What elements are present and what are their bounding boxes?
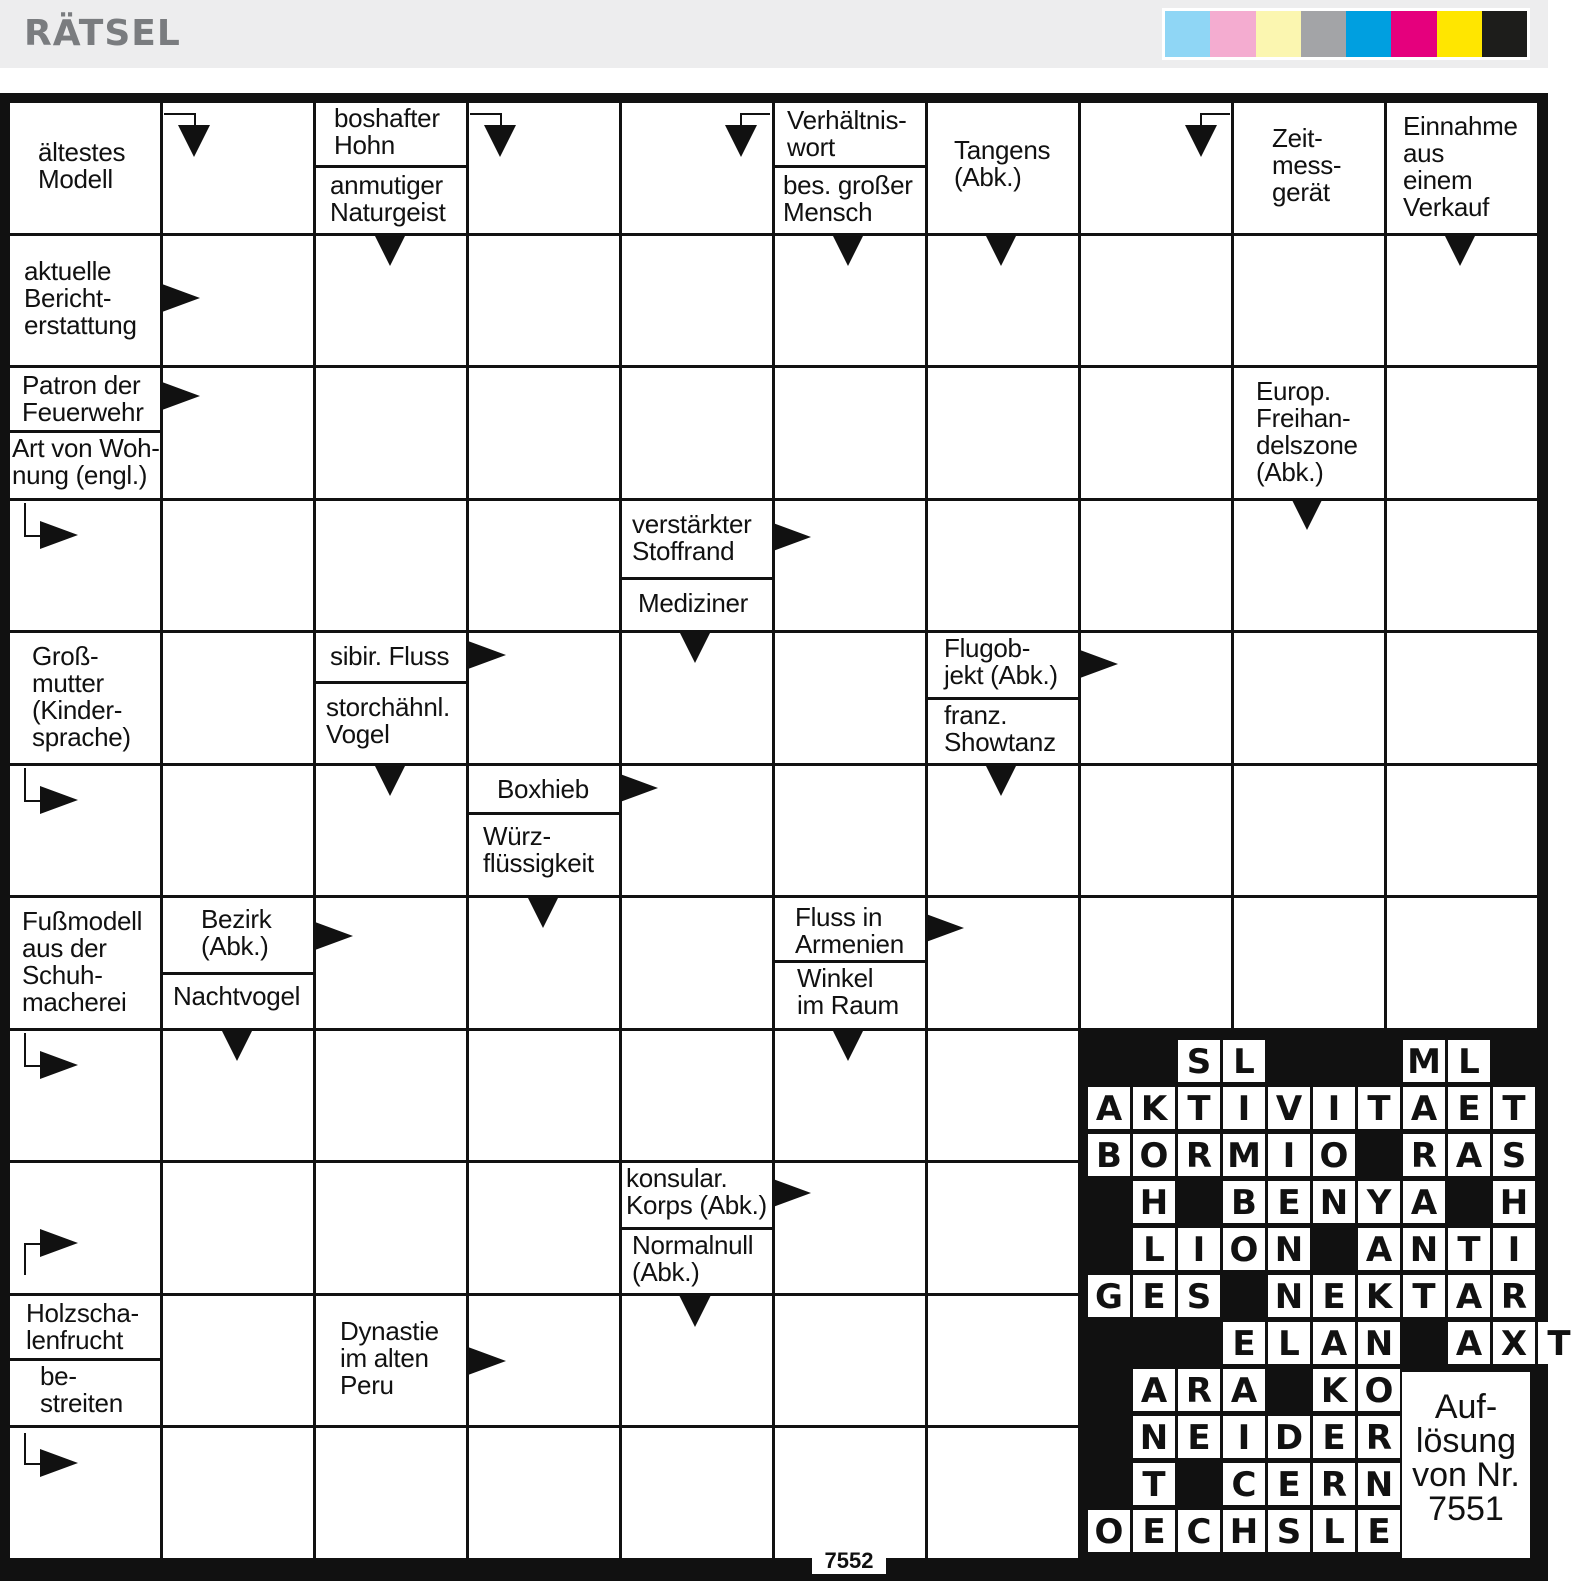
solution-letter: I [1313,1087,1355,1129]
clue-text: Winkel im Raum [797,963,899,1021]
solution-letter: K [1358,1275,1400,1317]
solution-letter: S [1268,1510,1310,1552]
grid-cell[interactable] [775,633,925,763]
color-swatch [1165,11,1210,57]
solution-letter: T [1538,1322,1580,1364]
clue-divider [10,1358,160,1361]
color-swatch [1346,11,1391,57]
arrow-right-icon [468,1347,506,1375]
grid-cell[interactable] [469,1031,619,1161]
grid-cell[interactable] [1234,236,1384,366]
solution-letter: L [1448,1040,1490,1082]
clue-text: Art von Woh- nung (engl.) [12,433,160,491]
solution-letter: O [1358,1369,1400,1411]
grid-cell[interactable] [1081,898,1231,1028]
grid-cell[interactable] [1387,368,1537,498]
arrow-down-icon [374,764,406,796]
clue-text: boshafter Hohn [334,103,440,160]
arrow-right-icon [162,284,200,312]
solution-letter: X [1493,1322,1535,1364]
color-swatch [1210,11,1255,57]
arrow-down-icon [1185,125,1217,157]
solution-letter: E [1358,1510,1400,1552]
solution-letter: I [1268,1134,1310,1176]
solution-letter: N [1358,1463,1400,1505]
solution-letter: A [1403,1181,1445,1223]
grid-cell[interactable] [928,1031,1078,1161]
solution-letter: T [1493,1087,1535,1129]
grid-cell[interactable] [163,1296,313,1426]
grid-cell[interactable] [1234,633,1384,763]
grid-cell[interactable] [469,236,619,366]
solution-letter: D [1268,1416,1310,1458]
clue-text: Dynastie im alten Peru [340,1315,439,1400]
grid-cell[interactable] [316,368,466,498]
solution-letter: E [1268,1181,1310,1223]
color-swatch [1482,11,1527,57]
solution-letter: S [1178,1040,1220,1082]
arrow-down-icon [832,234,864,266]
grid-cell[interactable] [163,1428,313,1558]
solution-letter: O [1133,1134,1175,1176]
grid-cell[interactable] [1234,898,1384,1028]
clue-text: Würz- flüssigkeit [483,821,594,879]
solution-letter: T [1133,1463,1175,1505]
clue-text: ältestes Modell [38,137,126,194]
clue-divider [316,165,466,168]
grid-cell[interactable] [1081,501,1231,631]
page-title: RÄTSEL [24,13,181,54]
grid-cell[interactable] [1387,501,1537,631]
solution-letter: O [1313,1134,1355,1176]
arrow-right-icon [40,786,78,814]
grid-cell[interactable] [163,1163,313,1293]
grid-cell[interactable] [928,501,1078,631]
solution-letter: A [1448,1275,1490,1317]
solution-letter: A [1313,1322,1355,1364]
arrow-down-icon [221,1029,253,1061]
solution-letter: M [1223,1134,1265,1176]
clue-text: anmutiger Naturgeist [330,170,446,228]
clue-text: Flugob- jekt (Abk.) [944,633,1058,690]
solution-letter: N [1268,1228,1310,1270]
solution-letter: T [1178,1087,1220,1129]
grid-cell[interactable] [469,501,619,631]
clue-text: Fußmodell aus der Schuh- macherei [22,906,143,1017]
arrow-down-icon [527,896,559,928]
solution-letter: A [1403,1087,1445,1129]
solution-letter: I [1223,1416,1265,1458]
solution-letter: A [1448,1322,1490,1364]
clue-text: konsular. Korps (Abk.) [626,1163,767,1220]
arrow-down-icon [832,1029,864,1061]
clue-text: Zeit- mess- gerät [1272,123,1342,207]
solution-letter: A [1358,1228,1400,1270]
solution-letter: N [1268,1275,1310,1317]
arrow-right-icon [620,774,658,802]
clue-text: Patron der Feuerwehr [22,370,144,427]
solution-letter: E [1313,1416,1355,1458]
grid-cell[interactable] [469,1428,619,1558]
arrow-right-icon [40,1449,78,1477]
bent-arrow-stem [24,1033,40,1067]
solution-letter: I [1493,1228,1535,1270]
bent-arrow-stem [24,1243,40,1275]
grid-cell[interactable] [1081,368,1231,498]
arrow-right-icon [40,1051,78,1079]
grid-cell[interactable] [316,1428,466,1558]
solution-letter: O [1088,1510,1130,1552]
solution-letter: B [1223,1181,1265,1223]
solution-letter: L [1268,1322,1310,1364]
clue-divider [775,165,925,168]
grid-cell[interactable] [316,1163,466,1293]
solution-letter: I [1223,1087,1265,1129]
clue-text: Normalnull (Abk.) [632,1229,754,1287]
solution-letter: N [1313,1181,1355,1223]
grid-cell[interactable] [622,898,772,1028]
solution-letter: T [1358,1087,1400,1129]
solution-letter: L [1133,1228,1175,1270]
clue-text: Bezirk (Abk.) [201,904,272,961]
arrow-down-icon [178,125,210,157]
solution-letter: E [1178,1416,1220,1458]
clue-text: Tangens (Abk.) [954,135,1051,192]
grid-cell[interactable] [775,368,925,498]
solution-letter: T [1448,1228,1490,1270]
grid-cell[interactable] [163,766,313,896]
grid-cell[interactable] [1387,898,1537,1028]
clue-divider [469,812,619,815]
grid-cell[interactable] [928,1296,1078,1426]
clue-text: Groß- mutter (Kinder- sprache) [32,641,131,752]
clue-divider [163,972,313,975]
grid-cell[interactable] [622,236,772,366]
solution-letter: R [1403,1134,1445,1176]
solution-letter: A [1448,1134,1490,1176]
grid-cell[interactable] [775,766,925,896]
solution-letter: A [1223,1369,1265,1411]
clue-text: franz. Showtanz [944,699,1056,757]
solution-letter: K [1133,1087,1175,1129]
arrow-right-icon [40,1229,78,1257]
arrow-down-icon [679,631,711,663]
solution-letter: E [1268,1463,1310,1505]
solution-letter: M [1403,1040,1445,1082]
arrow-down-icon [374,234,406,266]
solution-letter: L [1313,1510,1355,1552]
clue-text: Verhältnis- wort [787,105,907,162]
solution-letter: H [1133,1181,1175,1223]
clue-text: sibir. Fluss [330,641,450,671]
grid-cell[interactable] [622,1031,772,1161]
solution-letter: A [1133,1369,1175,1411]
issue-number: 7552 [812,1546,886,1574]
arrow-down-icon [985,234,1017,266]
bent-arrow-stem [24,1433,40,1465]
grid-cell[interactable] [316,501,466,631]
clue-text: Mediziner [638,588,749,619]
solution-letter: H [1223,1510,1265,1552]
solution-letter: L [1223,1040,1265,1082]
arrow-right-icon [926,914,964,942]
grid-cell[interactable] [928,368,1078,498]
arrow-right-icon [468,641,506,669]
grid-cell[interactable] [775,1296,925,1426]
solution-letter: R [1313,1463,1355,1505]
clue-text: Europ. Freihan- delszone (Abk.) [1256,376,1358,487]
bent-arrow-stem [24,503,40,537]
grid-cell[interactable] [1387,766,1537,896]
arrow-right-icon [1080,650,1118,678]
solution-letter: N [1403,1228,1445,1270]
solution-letter: E [1133,1275,1175,1317]
solution-letter: E [1223,1322,1265,1364]
arrow-down-icon [985,764,1017,796]
grid-cell[interactable] [1081,766,1231,896]
arrow-right-icon [162,382,200,410]
clue-text: be- streiten [40,1360,123,1418]
grid-cell[interactable] [622,1428,772,1558]
grid-cell[interactable] [1387,633,1537,763]
color-calibration-strip [1162,8,1530,60]
color-swatch [1256,11,1301,57]
grid-cell[interactable] [928,1428,1078,1558]
solution-letter: N [1358,1322,1400,1364]
clue-text: Boxhieb [497,773,589,804]
solution-letter: N [1133,1416,1175,1458]
solution-letter: Y [1358,1181,1400,1223]
clue-text: aktuelle Bericht- erstattung [24,255,137,340]
grid-cell[interactable] [1234,766,1384,896]
clue-text: storchähnl. Vogel [326,692,450,750]
solution-letter: C [1178,1510,1220,1552]
solution-letter: O [1223,1228,1265,1270]
bent-arrow-stem [24,768,40,802]
grid-cell[interactable] [163,633,313,763]
clue-text: bes. großer Mensch [783,170,913,228]
clue-text: Einnahme aus einem Verkauf [1403,111,1518,222]
clue-text: Fluss in Armenien [795,902,904,959]
arrow-right-icon [773,1179,811,1207]
solution-letter: G [1088,1275,1130,1317]
color-swatch [1301,11,1346,57]
solution-letter: R [1178,1134,1220,1176]
solution-letter: I [1178,1228,1220,1270]
arrow-down-icon [484,125,516,157]
arrow-down-icon [679,1295,711,1327]
color-swatch [1391,11,1436,57]
grid-cell[interactable] [316,898,466,1028]
grid-cell[interactable] [469,368,619,498]
arrow-right-icon [40,521,78,549]
arrow-down-icon [1444,234,1476,266]
arrow-down-icon [725,125,757,157]
solution-letter: H [1493,1181,1535,1223]
solution-letter: S [1178,1275,1220,1317]
solution-letter: T [1403,1275,1445,1317]
clue-divider [622,577,772,580]
grid-cell[interactable] [775,501,925,631]
arrow-down-icon [1291,498,1323,530]
solution-label: Auf- lösung von Nr. 7551 [1402,1372,1530,1558]
solution-letter: A [1088,1087,1130,1129]
header-bar [0,0,1548,68]
grid-cell[interactable] [622,368,772,498]
arrow-right-icon [773,523,811,551]
solution-letter: V [1268,1087,1310,1129]
clue-divider [316,681,466,684]
color-swatch [1437,11,1482,57]
grid-cell[interactable] [1081,236,1231,366]
grid-cell[interactable] [928,1163,1078,1293]
solution-letter: E [1133,1510,1175,1552]
grid-cell[interactable] [163,501,313,631]
grid-cell[interactable] [469,1163,619,1293]
clue-text: Holzscha- lenfrucht [26,1297,139,1355]
solution-letter: R [1178,1369,1220,1411]
solution-letter: C [1223,1463,1265,1505]
solution-letter: R [1493,1275,1535,1317]
solution-letter: S [1493,1134,1535,1176]
grid-cell[interactable] [775,1428,925,1558]
solution-letter: E [1313,1275,1355,1317]
solution-letter: R [1358,1416,1400,1458]
grid-cell[interactable] [316,1031,466,1161]
solution-letter: E [1448,1087,1490,1129]
arrow-right-icon [315,922,353,950]
solution-letter: K [1313,1369,1355,1411]
clue-text: verstärkter Stoffrand [632,508,752,566]
clue-text: Nachtvogel [173,981,301,1012]
solution-letter: B [1088,1134,1130,1176]
